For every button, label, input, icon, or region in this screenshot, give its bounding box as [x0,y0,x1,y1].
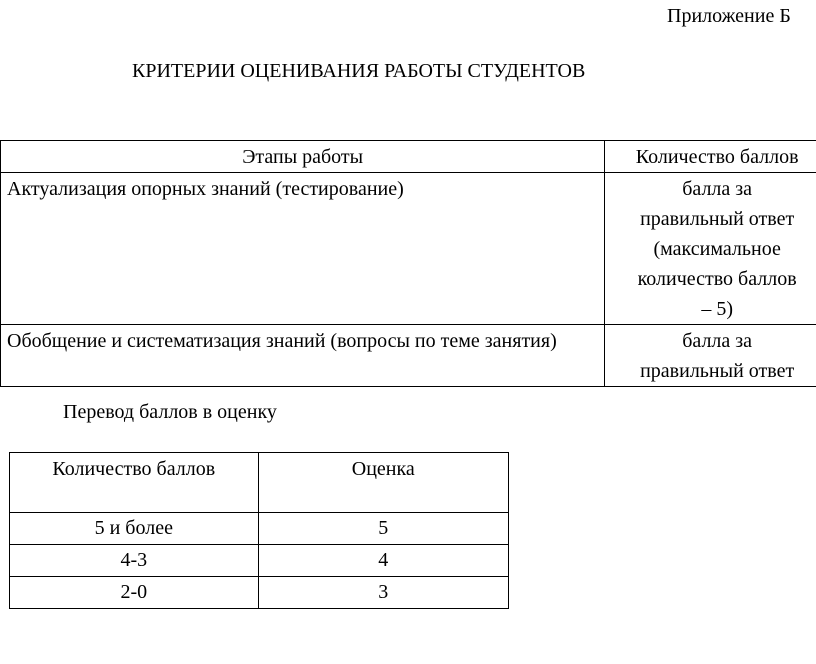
points-line: балла за [682,178,753,200]
criteria-header-stage: Этапы работы [1,141,605,173]
criteria-header-points: Количество баллов [605,141,816,173]
points-line: балла за [682,330,753,352]
grade-value-cell: 5 [258,513,508,545]
grade-row [10,577,509,609]
grade-header-grade: Оценка [258,453,508,513]
grade-row [10,545,509,577]
page-title: КРИТЕРИИ ОЦЕНИВАНИЯ РАБОТЫ СТУДЕНТОВ [132,60,586,82]
grade-value-cell: 3 [258,577,508,609]
points-line: – 5) [701,298,733,320]
points-line: количество баллов [637,268,797,290]
appendix-label: Приложение Б [667,5,791,27]
grade-points-cell: 2-0 [10,577,259,609]
grade-header-row [10,453,509,513]
grade-header-points: Количество баллов [10,453,259,513]
grade-table [9,452,509,609]
criteria-stage-cell: Актуализация опорных знаний (тестирование) [1,173,605,325]
grade-row [10,513,509,545]
grade-points-cell: 5 и более [10,513,259,545]
criteria-stage-cell: Обобщение и систематизация знаний (вопросы по теме занятия) [1,325,605,387]
criteria-points-cell [605,325,816,387]
criteria-header-row [1,141,816,173]
criteria-points-cell [605,173,816,325]
conversion-subtitle: Перевод баллов в оценку [63,401,277,423]
grade-points-cell: 4-3 [10,545,259,577]
criteria-table [0,140,816,387]
criteria-row [1,173,816,325]
grade-value-cell: 4 [258,545,508,577]
criteria-row [1,325,816,387]
points-line: правильный ответ [640,208,795,230]
points-line: правильный ответ [640,360,795,382]
points-line: (максимальное [653,238,781,260]
